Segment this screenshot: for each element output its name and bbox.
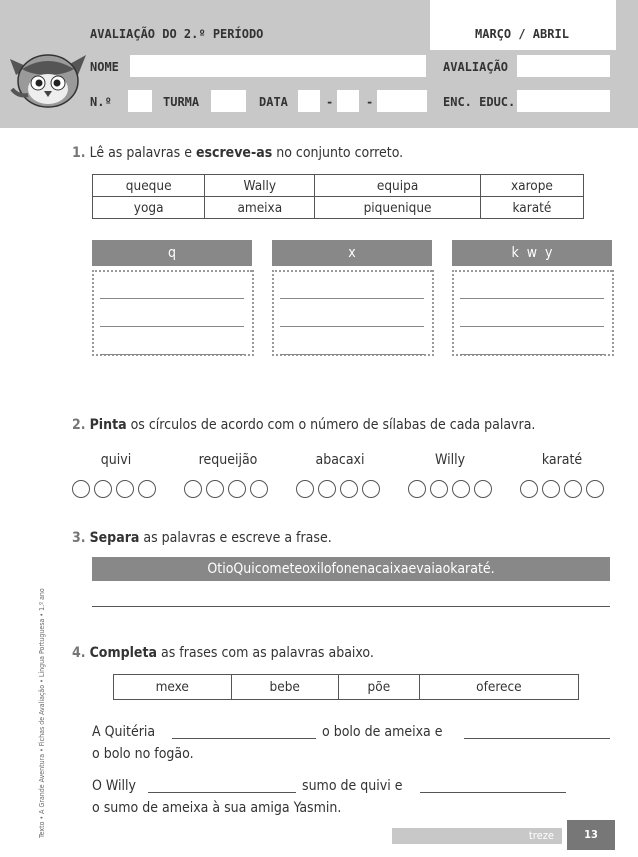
word-cell: põe	[338, 675, 419, 700]
word-cell: bebe	[231, 675, 338, 700]
q4-verb: Completa	[89, 645, 157, 661]
q4-text-after: as frases com as palavras abaixo.	[160, 645, 374, 661]
date-separator: -	[366, 95, 374, 109]
q2-text-after: os círculos de acordo com o número de sílabas de cada palavra.	[130, 417, 536, 433]
class-label: TURMA	[163, 95, 200, 109]
q4-blank[interactable]	[464, 738, 610, 739]
word-cell: yoga	[93, 197, 205, 219]
syllable-circle[interactable]	[318, 480, 336, 498]
assessment-title: AVALIAÇÃO DO 2.º PERÍODO	[90, 27, 264, 41]
group-q	[92, 240, 252, 354]
owl-mascot-icon	[8, 45, 90, 113]
answer-line[interactable]	[100, 326, 244, 327]
side-credit: Texto • A Grande Aventura • Fichas de Avaliação • Língua Portuguesa • 1.º ano	[38, 588, 46, 838]
period-label: MARÇO / ABRIL	[475, 27, 569, 41]
syllable-word: karaté	[541, 452, 583, 468]
number-field[interactable]	[128, 90, 152, 112]
page-word: treze	[528, 829, 554, 842]
word-cell: ameixa	[205, 197, 315, 219]
group-header: q	[92, 240, 252, 266]
group-header: x	[272, 240, 432, 266]
evaluation-label: AVALIAÇÃO	[443, 60, 509, 74]
word-cell: mexe	[114, 675, 232, 700]
syllable-circle[interactable]	[250, 480, 268, 498]
q4-sentence2-end: o sumo de ameixa à sua amiga Yasmin.	[92, 800, 342, 816]
syllable-circle[interactable]	[474, 480, 492, 498]
q4-title	[72, 645, 374, 661]
syllable-circle[interactable]	[542, 480, 560, 498]
q4-number: 4.	[72, 645, 86, 661]
number-label: N.º	[90, 95, 112, 109]
syllable-circle[interactable]	[296, 480, 314, 498]
name-label: NOME	[90, 60, 119, 74]
answer-line[interactable]	[460, 326, 604, 327]
guardian-label: ENC. EDUC.	[443, 95, 516, 109]
syllable-word: abacaxi	[315, 452, 365, 468]
date-label: DATA	[259, 95, 288, 109]
syllable-word: requeijão	[198, 452, 258, 468]
group-header: k w y	[452, 240, 612, 266]
q3-sentence-bar: OtioQuicometeoxilofonenacaixaevaiaokaraté.	[92, 557, 610, 581]
q3-text-after: as palavras e escreve a frase.	[143, 530, 332, 546]
word-cell: xarope	[480, 175, 583, 197]
syllable-circle[interactable]	[520, 480, 538, 498]
q4-sentence2-start: O Willy	[92, 778, 137, 794]
syllable-circle[interactable]	[116, 480, 134, 498]
date-separator: -	[326, 95, 334, 109]
q1-number: 1.	[72, 145, 86, 161]
group-x	[272, 240, 432, 354]
syllable-word: quivi	[100, 452, 132, 468]
syllable-circle[interactable]	[228, 480, 246, 498]
answer-line[interactable]	[100, 298, 244, 299]
q2-number: 2.	[72, 417, 86, 433]
q1-word-table	[92, 174, 584, 219]
word-cell: oferece	[419, 675, 578, 700]
syllable-word: Willy	[434, 452, 466, 468]
page-number: 13	[567, 820, 615, 850]
q3-verb: Separa	[89, 530, 140, 546]
q1-text-before: Lê as palavras e	[89, 145, 192, 161]
answer-line[interactable]	[280, 354, 424, 355]
name-field[interactable]	[130, 55, 426, 77]
syllable-circle[interactable]	[452, 480, 470, 498]
q1-verb: escreve-as	[195, 145, 273, 161]
answer-line[interactable]	[280, 298, 424, 299]
class-field[interactable]	[211, 90, 246, 112]
syllable-circle[interactable]	[138, 480, 156, 498]
guardian-field[interactable]	[517, 90, 610, 112]
syllable-circle[interactable]	[408, 480, 426, 498]
syllable-circle[interactable]	[340, 480, 358, 498]
syllable-circle[interactable]	[72, 480, 90, 498]
word-cell: equipa	[315, 175, 481, 197]
q4-blank[interactable]	[172, 738, 316, 739]
syllable-circle[interactable]	[362, 480, 380, 498]
syllable-circle[interactable]	[206, 480, 224, 498]
date-year-field[interactable]	[377, 90, 427, 112]
word-cell: karaté	[480, 197, 583, 219]
q4-sentence1-end: o bolo no fogão.	[92, 746, 194, 762]
q4-word-table	[113, 674, 579, 700]
syllable-circle[interactable]	[564, 480, 582, 498]
q4-sentence1-start: A Quitéria	[92, 724, 156, 740]
syllable-circle[interactable]	[430, 480, 448, 498]
q2-title	[72, 417, 535, 433]
q4-blank[interactable]	[148, 792, 296, 793]
q4-sentence2-middle: sumo de quivi e	[302, 778, 403, 794]
q3-title	[72, 530, 332, 546]
word-cell: piquenique	[315, 197, 481, 219]
group-kwy	[452, 240, 612, 354]
answer-line[interactable]	[280, 326, 424, 327]
header-period-box	[430, 0, 616, 50]
q1-text-after: no conjunto correto.	[276, 145, 404, 161]
syllable-circle[interactable]	[184, 480, 202, 498]
q3-number: 3.	[72, 530, 86, 546]
date-month-field[interactable]	[337, 90, 359, 112]
answer-line[interactable]	[460, 354, 604, 355]
answer-line[interactable]	[460, 298, 604, 299]
q4-sentence1-middle: o bolo de ameixa e	[322, 724, 443, 740]
evaluation-field[interactable]	[517, 55, 610, 77]
page-word-bar	[392, 828, 562, 844]
word-cell: Wally	[205, 175, 315, 197]
syllable-circle[interactable]	[586, 480, 604, 498]
word-cell: queque	[93, 175, 205, 197]
syllable-circle[interactable]	[94, 480, 112, 498]
date-day-field[interactable]	[298, 90, 320, 112]
answer-line[interactable]	[100, 354, 244, 355]
q3-answer-line[interactable]	[92, 606, 610, 607]
q1-title	[72, 145, 403, 161]
q2-verb: Pinta	[89, 417, 127, 433]
q4-blank[interactable]	[420, 792, 566, 793]
